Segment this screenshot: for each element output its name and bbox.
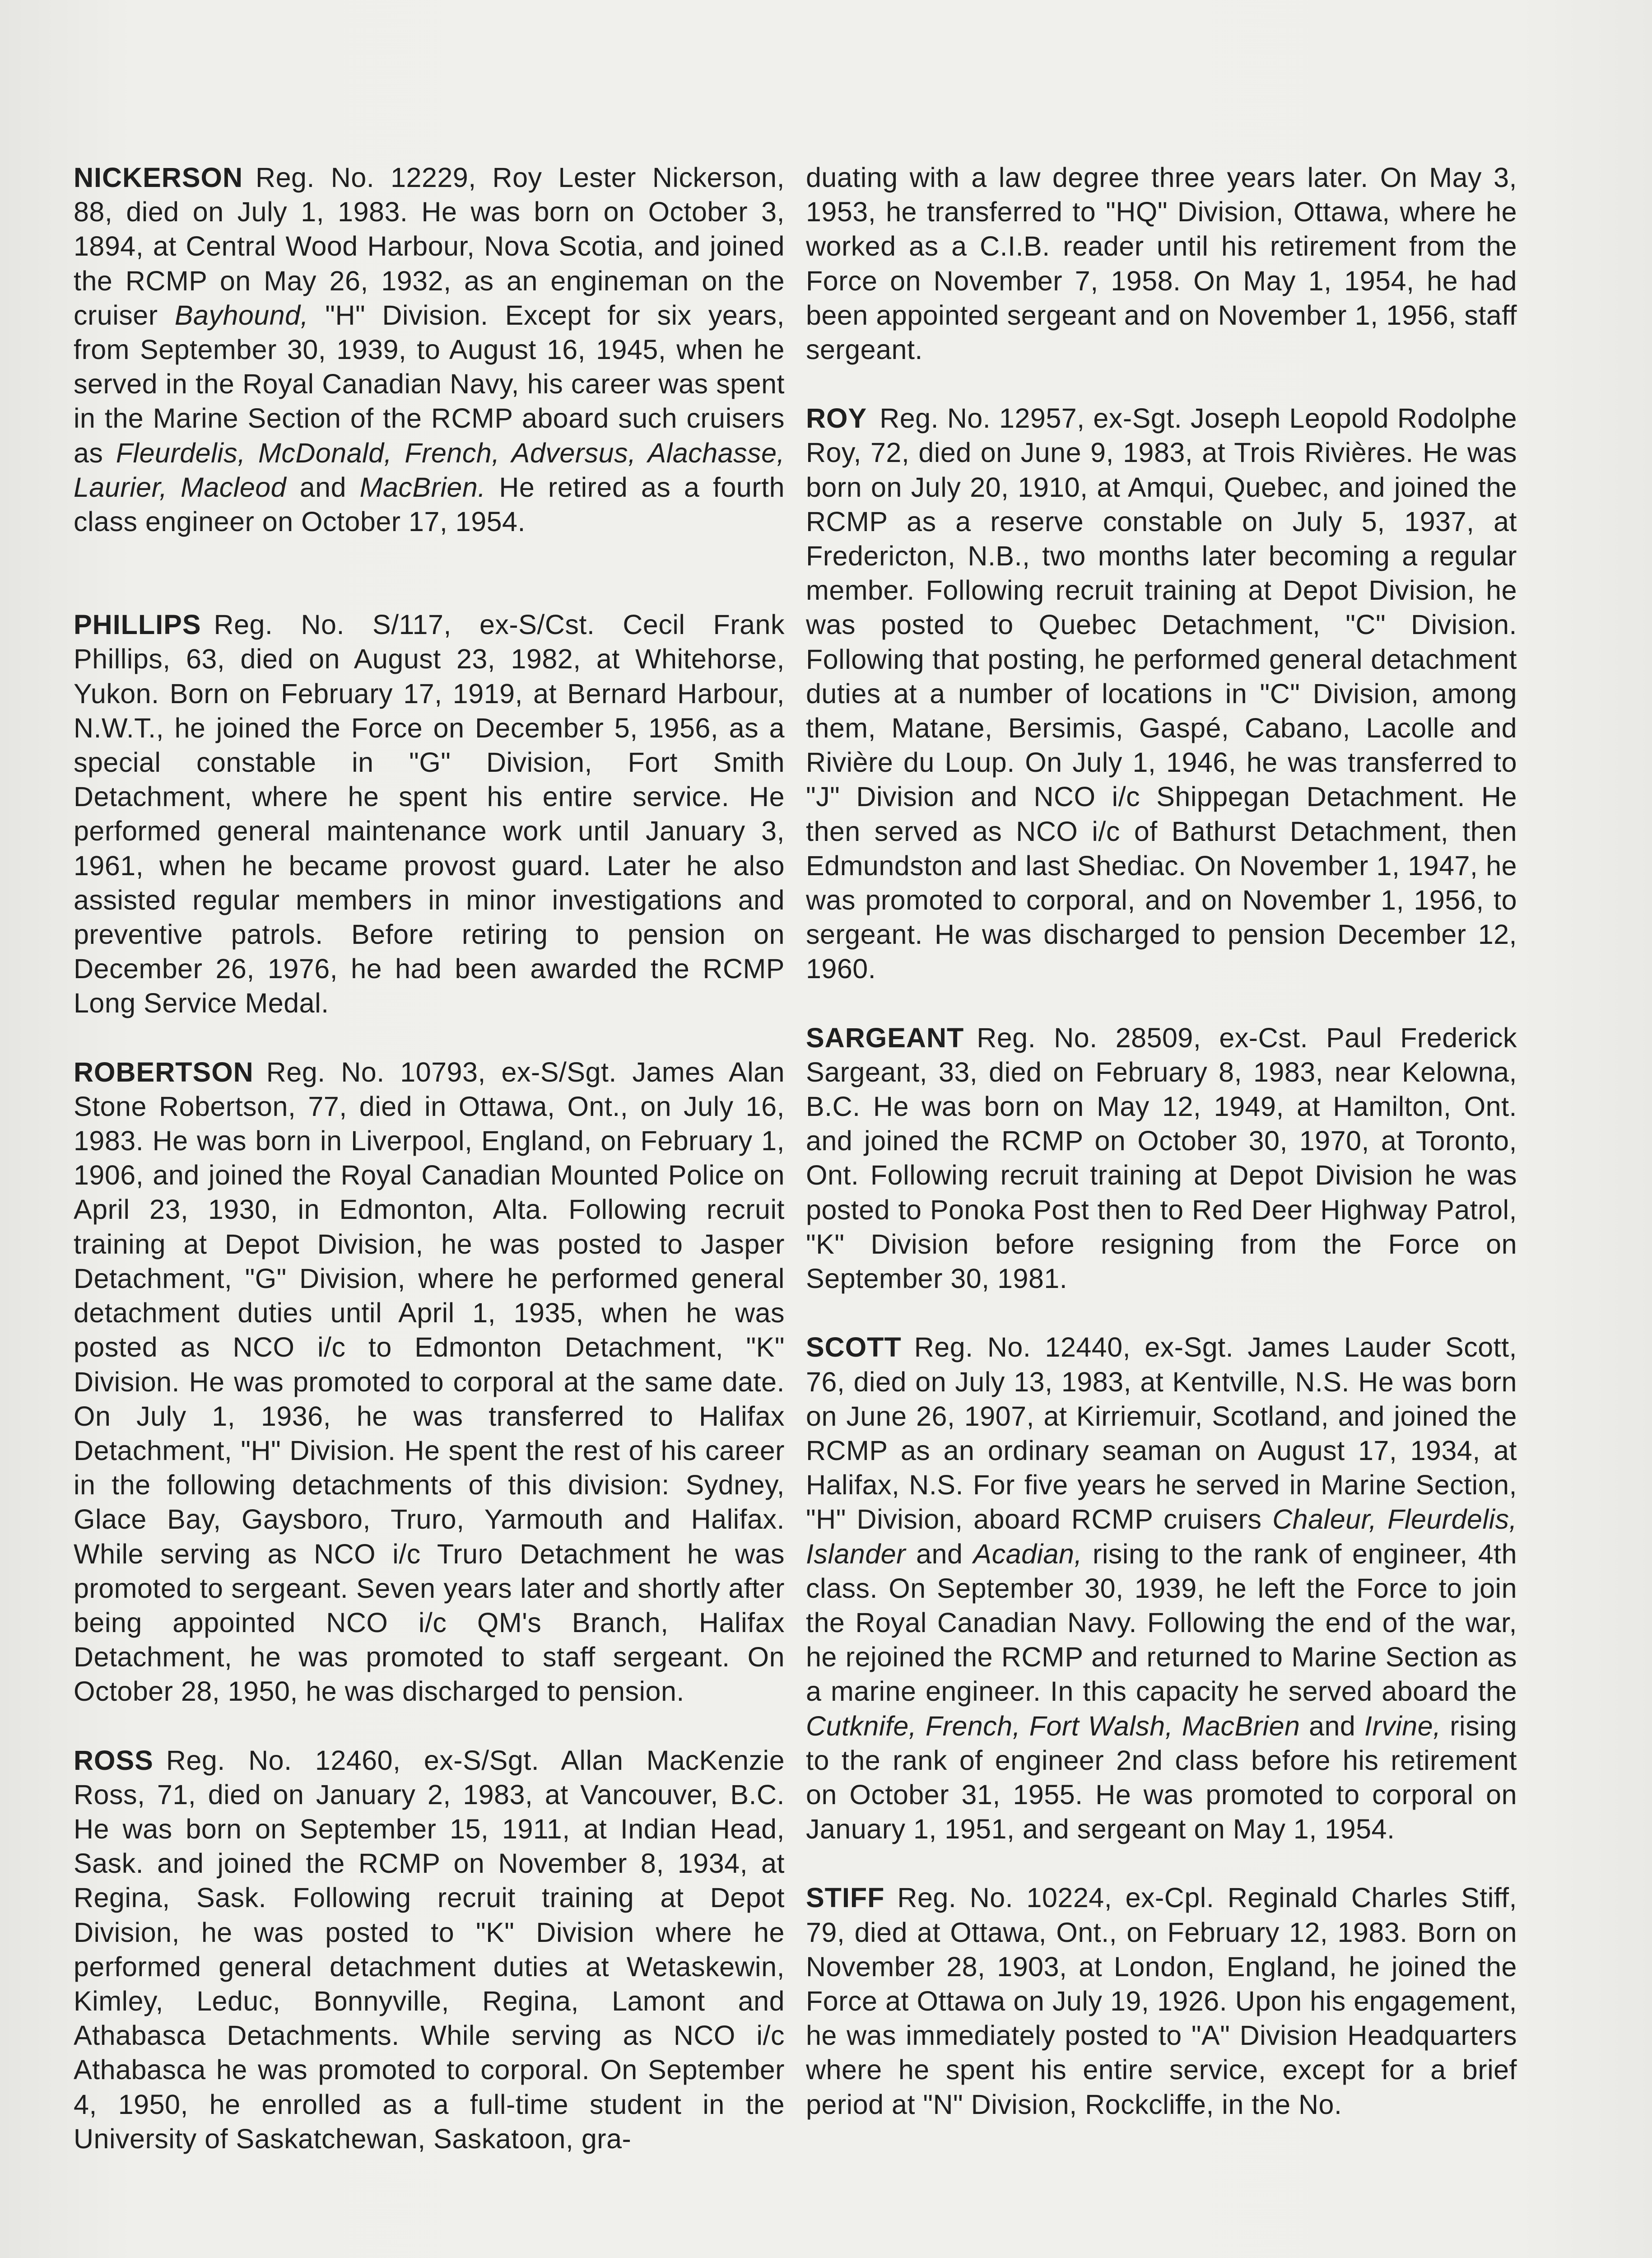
obituary-ross [74, 1743, 785, 2156]
obituary-body: and [286, 471, 360, 503]
obituary-body: and [906, 1538, 973, 1569]
obituary-body: rising to the rank of engineer, 4th class. On September 30, 1939, he left the Force to join the Royal Canadian Navy. Following the end of the war, he rejoined the RCMP and returned to Marine Section as a marine engineer. In this capacity he served aboard the [806, 1538, 1517, 1707]
obituary-body: rising to the rank of engineer 2nd class before his retirement on October 31, 1955. He was promoted to corporal on January 1, 1951, and sergeant on May 1, 1954. [806, 1710, 1517, 1845]
obituary-surname: ROSS [74, 1745, 154, 1776]
obituary-surname: ROY [806, 403, 867, 434]
obituary-robertson [74, 1055, 785, 1709]
obituary-body: Reg. No. S/117, ex-S/Cst. Cecil Frank Phillips, 63, died on August 23, 1982, at Whitehorse, Yukon. Born on February 17, 1919, at Bernard Harbour, N.W.T., he joined the Force on December 5, 1956, as a special constable in "G" Division, Fort Smith Detachment, where he spent his entire service. He performed general maintenance work until January 3, 1961, when he became provost guard. Later he also assisted regular members in minor investigations and preventive patrols. Before retiring to pension on December 26, 1976, he had been awarded the RCMP Long Service Medal. [74, 609, 785, 1019]
vessel-name: Irvine, [1364, 1710, 1441, 1741]
vessel-name: MacBrien. [359, 471, 486, 503]
obituary-text [74, 1743, 785, 2156]
obituary-roy [806, 401, 1517, 986]
obituary-stiff [806, 1880, 1517, 2121]
obituary-surname: STIFF [806, 1882, 885, 1913]
obituary-scott [806, 1330, 1517, 1846]
obituary-text [806, 1880, 1517, 2121]
obituary-surname: PHILLIPS [74, 609, 201, 640]
obituary-ross-continued [806, 160, 1517, 367]
obituary-text [806, 1021, 1517, 1296]
obituary-body: Reg. No. 12957, ex-Sgt. Joseph Leopold Rodolphe Roy, 72, died on June 9, 1983, at Trois Rivières. He was born on July 20, 1910, at Amqui, Quebec, and joined the RCMP as a reserve constable on July 5, 1937, at Fredericton, N.B., two months later becoming a regular member. Following recruit training at Depot Division, he was posted to Quebec Detachment, "C" Division. Following that posting, he performed general detachment duties at a number of locations in "C" Division, among them, Matane, Bersimis, Gaspé, Cabano, Lacolle and Rivière du Loup. On July 1, 1946, he was transferred to "J" Division and NCO i/c Shippegan Detachment. He then served as NCO i/c of Bathurst Detachment, then Edmundston and last Shediac. On November 1, 1947, he was promoted to corporal, and on November 1, 1956, to sergeant. He was discharged to pension December 12, 1960. [806, 403, 1517, 984]
left-column [74, 160, 785, 2190]
obituary-surname: SARGEANT [806, 1022, 964, 1053]
obituary-body: Reg. No. 10793, ex-S/Sgt. James Alan Stone Robertson, 77, died in Ottawa, Ont., on July 16, 1983. He was born in Liverpool, England, on February 1, 1906, and joined the Royal Canadian Mounted Police on April 23, 1930, in Edmonton, Alta. Following recruit training at Depot Division, he was posted to Jasper Detachment, "G" Division, where he performed general detachment duties until April 1, 1935, when he was posted as NCO i/c to Edmonton Detachment, "K" Division. He was promoted to corporal at the same date. On July 1, 1936, he was transferred to Halifax Detachment, "H" Division. He spent the rest of his career in the following detachments of this division: Sydney, Glace Bay, Gaysboro, Truro, Yarmouth and Halifax. While serving as NCO i/c Truro Detachment he was promoted to sergeant. Seven years later and shortly after being appointed NCO i/c QM's Branch, Halifax Detachment, he was promoted to staff sergeant. On October 28, 1950, he was discharged to pension. [74, 1056, 785, 1707]
obituary-text [74, 1055, 785, 1709]
vessel-names: Fleurdelis, McDonald, French, Adversus, Alachasse, Laurier, Macleod [74, 437, 785, 503]
vessel-name: Bayhound, [174, 299, 309, 331]
vessel-names: Cutknife, French, Fort Walsh, MacBrien [806, 1710, 1300, 1741]
obituary-body: and [1300, 1710, 1364, 1741]
obituary-phillips [74, 607, 785, 1020]
vessel-name: Acadian, [973, 1538, 1082, 1569]
obituary-sargeant [806, 1021, 1517, 1296]
obituary-body: Reg. No. 12229, Roy Lester Nickerson, 88, died on July 1, 1983. He was born on October 3, 1894, at Central Wood Harbour, Nova Scotia, and joined the RCMP on May 26, 1932, as an engineman on the cruiser [74, 162, 785, 331]
obituary-text [74, 160, 785, 539]
obituary-text [74, 607, 785, 1020]
obituary-body: Reg. No. 28509, ex-Cst. Paul Frederick Sargeant, 33, died on February 8, 1983, near Kelowna, B.C. He was born on May 12, 1949, at Hamilton, Ont. and joined the RCMP on October 30, 1970, at Toronto, Ont. Following recruit training at Depot Division he was posted to Ponoka Post then to Red Deer Highway Patrol, "K" Division before resigning from the Force on September 30, 1981. [806, 1022, 1517, 1294]
obituary-body: Reg. No. 12460, ex-S/Sgt. Allan MacKenzie Ross, 71, died on January 2, 1983, at Vancouver, B.C. He was born on September 15, 1911, at Indian Head, Sask. and joined the RCMP on November 8, 1934, at Regina, Sask. Following recruit training at Depot Division, he was posted to "K" Division where he performed general detachment duties at Wetaskewin, Kimley, Leduc, Bonnyville, Regina, Lamont and Athabasca Detachments. While serving as NCO i/c Athabasca he was promoted to corporal. On September 4, 1950, he enrolled as a full-time student in the University of Saskatchewan, Saskatoon, gra- [74, 1745, 785, 2154]
obituary-nickerson [74, 160, 785, 539]
obituary-surname: ROBERTSON [74, 1056, 254, 1087]
obituary-text [806, 401, 1517, 986]
right-column [806, 160, 1517, 2156]
obituary-body: Reg. No. 12440, ex-Sgt. James Lauder Scott, 76, died on July 13, 1983, at Kentville, N.S. He was born on June 26, 1907, at Kirriemuir, Scotland, and joined the RCMP as an ordinary seaman on August 17, 1934, at Halifax, N.S. For five years he served in Marine Section, "H" Division, aboard RCMP cruisers [806, 1332, 1517, 1535]
obituary-surname: SCOTT [806, 1332, 902, 1363]
obituary-body: Reg. No. 10224, ex-Cpl. Reginald Charles Stiff, 79, died at Ottawa, Ont., on February 12, 1983. Born on November 28, 1903, at London, England, he joined the Force at Ottawa on July 19, 1926. Upon his engagement, he was immediately posted to "A" Division Headquarters where he spent his entire service, except for a brief period at "N" Division, Rockcliffe, in the No. [806, 1882, 1517, 2120]
vessel-names: Chaleur, Fleurdelis, Islander [806, 1504, 1517, 1569]
obituary-text [806, 1330, 1517, 1846]
obituary-body: He retired as a fourth class engineer on October 17, 1954. [74, 471, 785, 537]
obituary-body: "H" Division. Except for six years, from September 30, 1939, to August 16, 1945, when he served in the Royal Canadian Navy, his career was spent in the Marine Section of the RCMP aboard such cruisers as [74, 299, 785, 468]
obituary-surname: NICKERSON [74, 162, 243, 193]
obituary-body: duating with a law degree three years later. On May 3, 1953, he transferred to "HQ" Division, Ottawa, where he worked as a C.I.B. reader until his retirement from the Force on November 7, 1958. On May 1, 1954, he had been appointed sergeant and on November 1, 1956, staff sergeant. [806, 162, 1517, 365]
